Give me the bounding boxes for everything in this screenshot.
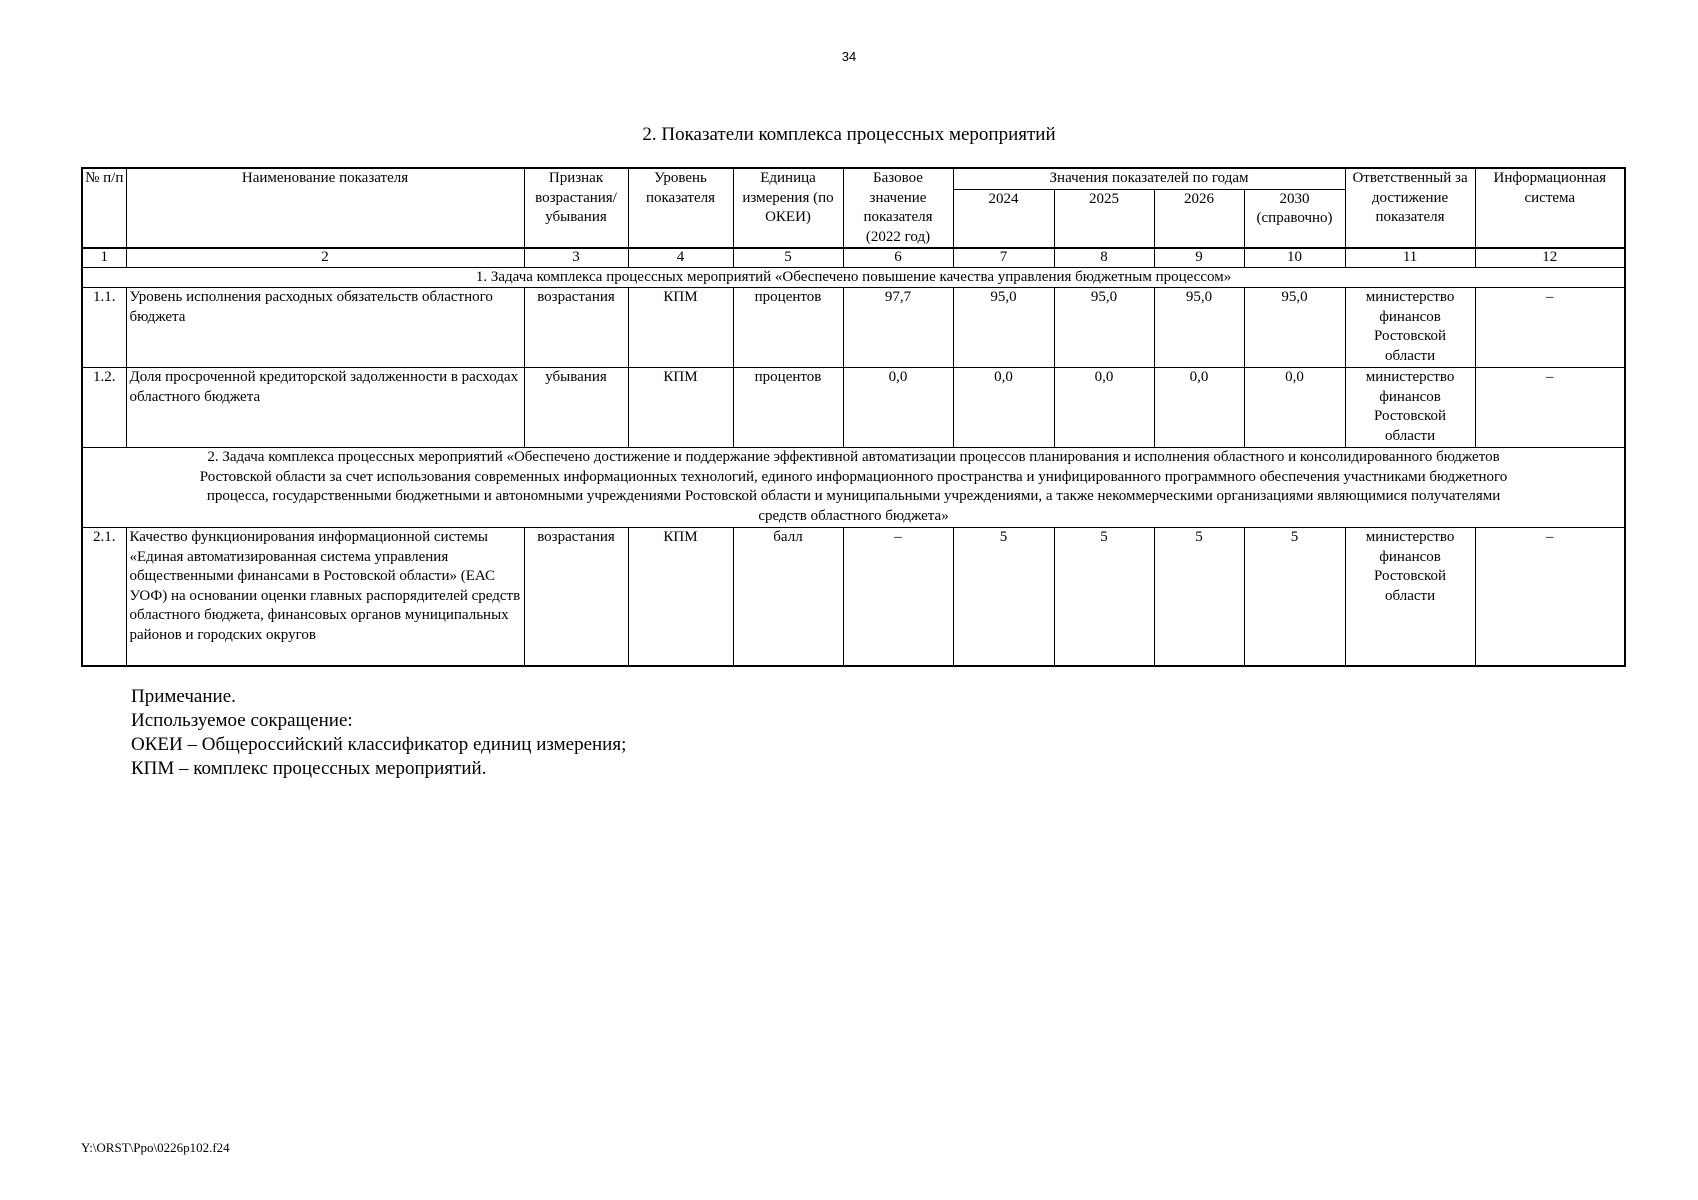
- header-level: Уровень показателя: [628, 168, 733, 248]
- row-indicator-name: Качество функционирования информационной системы «Единая автоматизированная система управления общественными финансами в Ростовской области» (ЕАС УОФ) на основании оценки главных распорядителей средств областного бюджета, финансовых органов муниципальных районов и городских округов: [126, 528, 524, 666]
- header-year-2025: 2025: [1054, 189, 1154, 248]
- row-base-value: 0,0: [843, 368, 953, 448]
- row-no: 1.2.: [82, 368, 126, 448]
- row-no: 1.1.: [82, 288, 126, 368]
- column-number: 6: [843, 248, 953, 267]
- row-level: КПМ: [628, 288, 733, 368]
- row-value-2025: 5: [1054, 528, 1154, 666]
- header-name: Наименование показателя: [126, 168, 524, 248]
- column-number: 11: [1345, 248, 1475, 267]
- row-level: КПМ: [628, 528, 733, 666]
- indicators-table: [81, 167, 1626, 667]
- column-number: 7: [953, 248, 1054, 267]
- table-row: [82, 528, 1625, 666]
- row-value-2025: 95,0: [1054, 288, 1154, 368]
- row-no: 2.1.: [82, 528, 126, 666]
- column-number: 4: [628, 248, 733, 267]
- column-number: 8: [1054, 248, 1154, 267]
- header-year-2030: 2030 (справочно): [1244, 189, 1345, 248]
- header-year-2024: 2024: [953, 189, 1054, 248]
- header-row-1: [82, 168, 1625, 189]
- task-2-heading: 2. Задача комплекса процессных мероприятий «Обеспечено достижение и поддержание эффективной автоматизации процессов планирования и исполнения областного и консолидированного бюджетов Ростовской области за счет использования современных информационных технологий, единого информационного пространства и унифицированного программного обеспечения участниками бюджетного процесса, государственными бюджетными и автономными учреждениями Ростовской области и муниципальными учреждениями, а также некоммерческими организациями являющимися получателями средств областного бюджета»: [82, 448, 1625, 528]
- note-abbreviation-okei: ОКЕИ – Общероссийский классификатор единиц измерения;: [131, 734, 627, 755]
- row-sign: убывания: [524, 368, 628, 448]
- row-info-system: –: [1475, 528, 1625, 666]
- column-numbers-row: [82, 248, 1625, 267]
- row-value-2030: 5: [1244, 528, 1345, 666]
- column-number: 10: [1244, 248, 1345, 267]
- header-info-system: Информационная система: [1475, 168, 1625, 248]
- row-base-value: –: [843, 528, 953, 666]
- row-unit: процентов: [733, 288, 843, 368]
- task-1-heading: 1. Задача комплекса процессных мероприятий «Обеспечено повышение качества управления бюджетным процессом»: [82, 267, 1625, 288]
- header-sign: Признак возрастания/ убывания: [524, 168, 628, 248]
- row-value-2025: 0,0: [1054, 368, 1154, 448]
- row-value-2026: 95,0: [1154, 288, 1244, 368]
- note-block: [131, 685, 626, 781]
- row-value-2026: 5: [1154, 528, 1244, 666]
- page-number: 34: [841, 49, 857, 64]
- task-2-row: [82, 448, 1625, 528]
- table-row: [82, 288, 1625, 368]
- row-info-system: –: [1475, 368, 1625, 448]
- footer-file-path: Y:\ORST\Ppo\0226p102.f24: [81, 1140, 230, 1155]
- row-value-2030: 95,0: [1244, 288, 1345, 368]
- header-no: № п/п: [82, 168, 126, 248]
- header-base: Базовое значение показателя (2022 год): [843, 168, 953, 248]
- header-responsible: Ответственный за достижение показателя: [1345, 168, 1475, 248]
- row-value-2030: 0,0: [1244, 368, 1345, 448]
- row-indicator-name: Уровень исполнения расходных обязательств областного бюджета: [126, 288, 524, 368]
- row-base-value: 97,7: [843, 288, 953, 368]
- note-abbreviation-heading: Используемое сокращение:: [131, 710, 353, 731]
- header-years-group: Значения показателей по годам: [953, 168, 1345, 189]
- row-responsible: министерство финансов Ростовской области: [1345, 528, 1475, 666]
- note-abbreviation-kpm: КПМ – комплекс процессных мероприятий.: [131, 758, 487, 779]
- header-year-2026: 2026: [1154, 189, 1244, 248]
- note-heading: Примечание.: [131, 686, 236, 707]
- row-responsible: министерство финансов Ростовской области: [1345, 288, 1475, 368]
- column-number: 3: [524, 248, 628, 267]
- task-1-row: [82, 267, 1625, 288]
- row-level: КПМ: [628, 368, 733, 448]
- row-value-2024: 0,0: [953, 368, 1054, 448]
- row-value-2024: 5: [953, 528, 1054, 666]
- column-number: 12: [1475, 248, 1625, 267]
- row-unit: балл: [733, 528, 843, 666]
- row-info-system: –: [1475, 288, 1625, 368]
- row-value-2026: 0,0: [1154, 368, 1244, 448]
- row-unit: процентов: [733, 368, 843, 448]
- row-sign: возрастания: [524, 288, 628, 368]
- column-number: 5: [733, 248, 843, 267]
- row-responsible: министерство финансов Ростовской области: [1345, 368, 1475, 448]
- row-sign: возрастания: [524, 528, 628, 666]
- column-number: 9: [1154, 248, 1244, 267]
- table-row: [82, 368, 1625, 448]
- section-title: 2. Показатели комплекса процессных мероприятий: [642, 124, 1056, 145]
- column-number: 2: [126, 248, 524, 267]
- row-indicator-name: Доля просроченной кредиторской задолженности в расходах областного бюджета: [126, 368, 524, 448]
- column-number: 1: [82, 248, 126, 267]
- row-value-2024: 95,0: [953, 288, 1054, 368]
- header-unit: Единица измерения (по ОКЕИ): [733, 168, 843, 248]
